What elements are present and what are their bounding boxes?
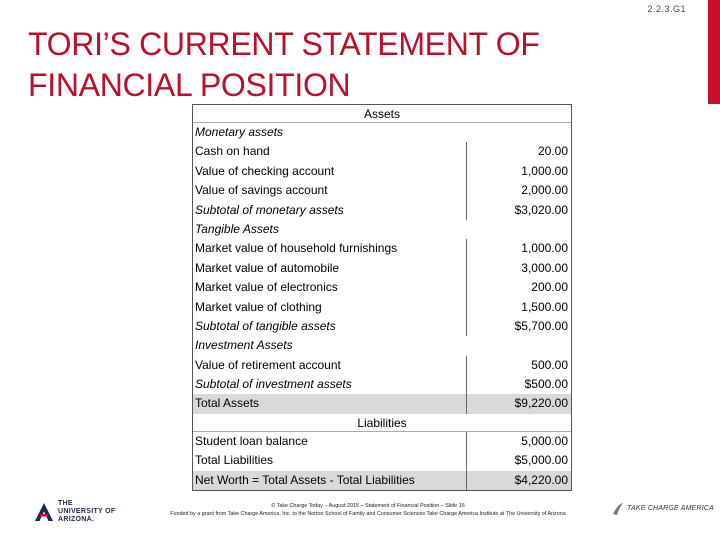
row-value: 5,000.00: [521, 433, 568, 448]
table-row: [193, 451, 571, 470]
row-value: 3,000.00: [521, 260, 568, 275]
row-label: Value of checking account: [193, 162, 467, 181]
row-label: Subtotal of investment assets: [193, 375, 467, 394]
table-row: [193, 220, 571, 239]
table-row: [193, 336, 571, 355]
row-value: 1,000.00: [521, 163, 568, 178]
row-label: Net Worth = Total Assets - Total Liabilities: [193, 471, 467, 490]
table-row: [193, 356, 571, 375]
table-row: [193, 201, 571, 220]
assets-heading: Assets: [193, 105, 571, 123]
row-value: 200.00: [531, 280, 568, 295]
row-value: $4,220.00: [514, 472, 568, 487]
university-logo-text: THE UNIVERSITY OF ARIZONA.: [58, 500, 116, 523]
tca-logo-text: TAKE CHARGE AMERICA: [627, 505, 715, 512]
table-row: [193, 259, 571, 278]
row-value: 1,000.00: [521, 241, 568, 256]
row-label: Subtotal of tangible assets: [193, 317, 467, 336]
table-row: [193, 123, 571, 142]
row-label: Tangible Assets: [195, 221, 279, 236]
row-label: Monetary assets: [195, 125, 284, 139]
footer-funding: Funded by a grant from Take Charge America, Inc. to the Norton School of Family and Consumer Sciences Take Charge America Institute at The University of Arizona: [170, 511, 566, 517]
row-value: [467, 336, 571, 355]
row-label: Market value of electronics: [193, 278, 467, 297]
footer-copyright: © Take Charge Today – August 2015 – Statement of Financial Position – Slide 16: [271, 503, 465, 509]
statement-table: [192, 104, 572, 491]
table-row: [193, 239, 571, 258]
page-title: TORI’S CURRENT STATEMENT OF FINANCIAL POSITION: [28, 26, 540, 103]
table-row: [193, 432, 571, 451]
row-label: Value of savings account: [193, 181, 467, 200]
row-value: [467, 220, 571, 239]
table-row: [193, 298, 571, 317]
row-label: Market value of clothing: [193, 298, 467, 317]
slide-number: 2.2.3.G1: [647, 4, 686, 14]
row-value: $5,700.00: [514, 318, 568, 333]
row-label: Subtotal of monetary assets: [193, 201, 467, 220]
row-label: Student loan balance: [193, 432, 467, 451]
row-label: Market value of automobile: [193, 259, 467, 278]
take-charge-america-logo: [612, 502, 714, 516]
row-value: $5,000.00: [514, 453, 568, 468]
table-row: [193, 142, 571, 161]
accent-bar: [708, 0, 720, 104]
arizona-a-icon: [34, 502, 54, 522]
row-label: Value of retirement account: [193, 356, 467, 375]
row-value: 500.00: [531, 357, 568, 372]
row-value: $9,220.00: [514, 396, 568, 411]
university-of-arizona-logo: [34, 500, 120, 524]
row-value: $500.00: [524, 377, 568, 392]
row-label: Total Assets: [193, 394, 467, 413]
net-worth-row: [193, 471, 571, 490]
table-row: [193, 317, 571, 336]
row-value: [467, 123, 571, 142]
table-row: [193, 278, 571, 297]
table-row: [193, 181, 571, 200]
row-label: Total Liabilities: [193, 451, 467, 470]
row-label: Market value of household furnishings: [193, 239, 467, 258]
total-assets-row: [193, 394, 571, 413]
row-value: 2,000.00: [521, 183, 568, 198]
row-label: Cash on hand: [193, 142, 467, 161]
table-row: [193, 375, 571, 394]
table-row: [193, 162, 571, 181]
row-value: 20.00: [537, 144, 568, 159]
row-value: $3,020.00: [514, 202, 568, 217]
tca-swoosh-icon: [612, 502, 624, 516]
row-label: Investment Assets: [195, 338, 293, 353]
liabilities-heading: Liabilities: [193, 414, 571, 432]
row-value: 1,500.00: [521, 299, 568, 314]
